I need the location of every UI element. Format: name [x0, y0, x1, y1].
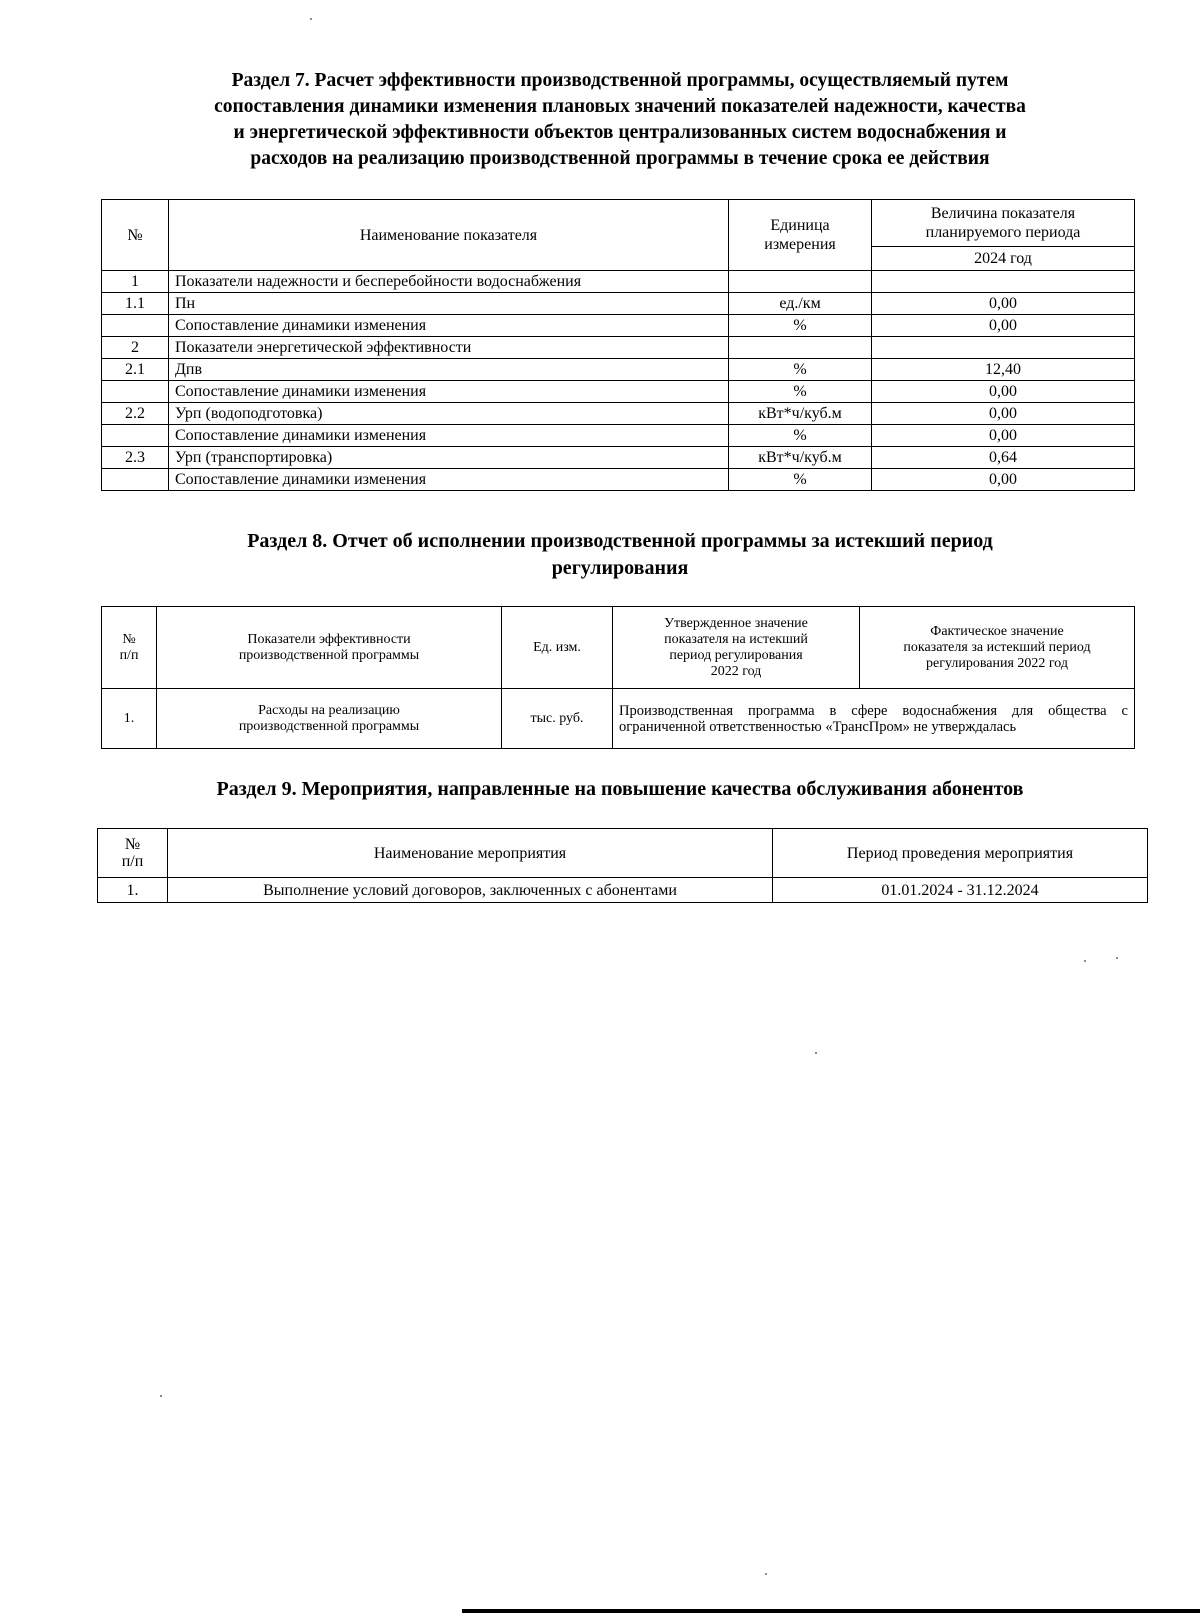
table-row: [102, 447, 1135, 469]
header-num-line: №: [124, 836, 141, 853]
header-year: 2024 год: [872, 246, 1135, 270]
cell-unit: %: [729, 469, 872, 491]
header-unit-line: Единица: [770, 217, 830, 234]
header-value-line: Величина показателя: [930, 204, 1076, 222]
cell-name: Урп (транспортировка): [169, 447, 729, 469]
header-unit: [729, 200, 872, 271]
cell-value: 12,40: [872, 359, 1135, 381]
cell-name: Показатели энергетической эффективности: [169, 337, 729, 359]
cell-unit: %: [729, 359, 872, 381]
header-approved-line: Утвержденное значение: [664, 615, 808, 631]
section9-table: [97, 828, 1148, 903]
header-approved-line: 2022 год: [710, 663, 762, 679]
table-row: [102, 425, 1135, 447]
header-num-line: п/п: [119, 647, 139, 663]
header-num-line: №: [122, 631, 136, 647]
cell-num: 1.: [102, 689, 157, 749]
header-period: Период проведения мероприятия: [773, 829, 1148, 878]
scan-speck: [160, 1395, 162, 1397]
header-actual-line: Фактическое значение: [930, 623, 1064, 639]
cell-name: Сопоставление динамики изменения: [169, 469, 729, 491]
table-row: [98, 878, 1148, 903]
cell-num: 2: [102, 337, 169, 359]
header-indicator: [157, 607, 502, 689]
section8-table: [101, 606, 1135, 749]
cell-num: 1: [102, 271, 169, 293]
cell-value: 0,00: [872, 293, 1135, 315]
header-num-line: п/п: [121, 853, 144, 870]
cell-value: 0,00: [872, 315, 1135, 337]
section7-title-line: Раздел 7. Расчет эффективности производственной программы, осуществляемый путем: [231, 70, 1009, 91]
table-row: [102, 359, 1135, 381]
cell-name: Выполнение условий договоров, заключенных с абонентами: [168, 878, 773, 903]
section9-title: Раздел 9. Мероприятия, направленные на повышение качества обслуживания абонентов: [216, 778, 1024, 800]
table-row: [102, 337, 1135, 359]
cell-name: Дпв: [169, 359, 729, 381]
header-approved: [613, 607, 860, 689]
cell-unit: [729, 337, 872, 359]
cell-name: Урп (водоподготовка): [169, 403, 729, 425]
table-row: [102, 293, 1135, 315]
table-row: [102, 315, 1135, 337]
cell-num: 2.3: [102, 447, 169, 469]
section7-table: [101, 199, 1135, 491]
header-indicator-line: Показатели эффективности: [247, 631, 411, 647]
header-unit-line: измерения: [764, 236, 836, 253]
section8-title-line: Раздел 8. Отчет об исполнении производственной программы за истекший период: [247, 530, 993, 552]
cell-value: 0,00: [872, 381, 1135, 403]
cell-value: 0,00: [872, 425, 1135, 447]
header-num: №: [102, 200, 169, 271]
table-header-row: [102, 607, 1135, 689]
header-name: Наименование показателя: [169, 200, 729, 271]
cell-unit: %: [729, 381, 872, 403]
section7-title-line: сопоставления динамики изменения плановых значений показателей надежности, качества: [214, 96, 1026, 117]
cell-note: Производственная программа в сфере водоснабжения для общества с ограниченной ответственностью «ТрансПром» не утверждалась: [613, 689, 1135, 749]
cell-unit: кВт*ч/куб.м: [729, 447, 872, 469]
scan-speck: [310, 18, 312, 20]
cell-unit: ед./км: [729, 293, 872, 315]
header-approved-line: период регулирования: [669, 647, 803, 663]
header-value: [872, 200, 1135, 247]
section7-title-line: и энергетической эффективности объектов централизованных систем водоснабжения и: [233, 122, 1007, 143]
cell-num: [102, 469, 169, 491]
cell-value: [872, 337, 1135, 359]
cell-num: 1.: [98, 878, 168, 903]
cell-indicator-line: производственной программы: [238, 718, 420, 734]
header-actual-line: регулирования 2022 год: [926, 655, 1068, 671]
cell-num: [102, 315, 169, 337]
cell-num: [102, 381, 169, 403]
table-row: [102, 271, 1135, 293]
header-actual-line: показателя за истекший период: [903, 639, 1091, 655]
cell-unit: %: [729, 425, 872, 447]
scan-edge-line: [462, 1609, 1200, 1613]
header-actual: [860, 607, 1135, 689]
cell-name: Показатели надежности и бесперебойности водоснабжения: [169, 271, 729, 293]
cell-num: 1.1: [102, 293, 169, 315]
cell-unit: %: [729, 315, 872, 337]
header-unit: Ед. изм.: [502, 607, 613, 689]
table-row: [102, 403, 1135, 425]
header-approved-line: показателя на истекший: [664, 631, 808, 647]
cell-unit: кВт*ч/куб.м: [729, 403, 872, 425]
cell-indicator-line: Расходы на реализацию: [258, 702, 400, 718]
header-value-line: планируемого периода: [925, 223, 1081, 241]
cell-unit: [729, 271, 872, 293]
table-row: [102, 469, 1135, 491]
section8-title-line: регулирования: [551, 557, 689, 579]
table-header-row: [102, 200, 1135, 247]
cell-num: [102, 425, 169, 447]
cell-unit: тыс. руб.: [502, 689, 613, 749]
cell-value: 0,00: [872, 403, 1135, 425]
scan-speck: [1116, 957, 1118, 959]
section7-title: [100, 68, 1140, 172]
cell-value: 0,00: [872, 469, 1135, 491]
cell-name: Сопоставление динамики изменения: [169, 381, 729, 403]
cell-num: 2.2: [102, 403, 169, 425]
cell-value: [872, 271, 1135, 293]
cell-name: Сопоставление динамики изменения: [169, 315, 729, 337]
header-num: [102, 607, 157, 689]
cell-name: Пн: [169, 293, 729, 315]
cell-value: 0,64: [872, 447, 1135, 469]
header-num: [98, 829, 168, 878]
table-row: [102, 689, 1135, 749]
header-name: Наименование мероприятия: [168, 829, 773, 878]
scan-speck: [815, 1052, 817, 1054]
table-row: [102, 381, 1135, 403]
cell-name: Сопоставление динамики изменения: [169, 425, 729, 447]
header-indicator-line: производственной программы: [238, 647, 420, 663]
cell-period: 01.01.2024 - 31.12.2024: [773, 878, 1148, 903]
scan-speck: [1084, 960, 1086, 962]
scan-speck: [765, 1573, 767, 1575]
section7-title-line: расходов на реализацию производственной программы в течение срока ее действия: [250, 148, 990, 169]
cell-indicator: [157, 689, 502, 749]
section8-title: [100, 528, 1140, 582]
cell-num: 2.1: [102, 359, 169, 381]
table-header-row: [98, 829, 1148, 878]
